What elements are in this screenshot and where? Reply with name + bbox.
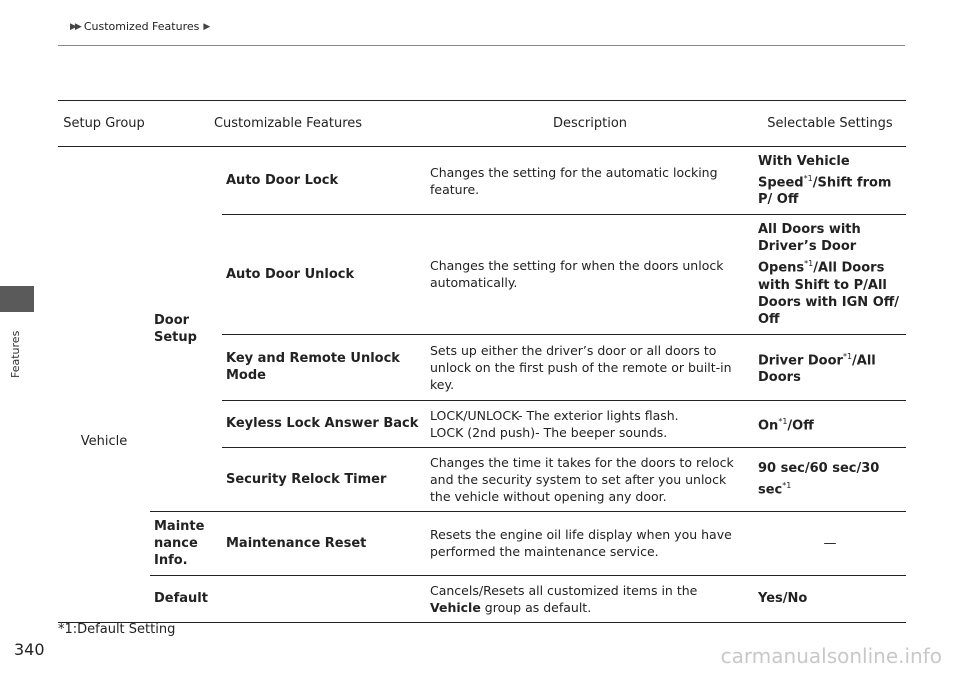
footnote: *1:Default Setting [58, 622, 176, 637]
feature-settings: With Vehicle Speed$^{*1}$/Shift from P/ Off [754, 147, 906, 215]
subgroup-door-setup: Door Setup [150, 147, 222, 512]
feature-settings: On$^{*1}$/Off [754, 400, 906, 447]
feature-description: Resets the engine oil life display when you have performed the maintenance service. [426, 511, 754, 575]
feature-name: Key and Remote Unlock Mode [222, 334, 426, 400]
arrow-icon: ▶ [203, 21, 211, 32]
feature-description: Changes the setting for the automatic locking feature. [426, 147, 754, 215]
feature-settings: Yes/No [754, 575, 906, 622]
double-arrow-icon: ▶▶ [70, 21, 80, 32]
header-rule [58, 45, 905, 46]
subgroup-default: Default [150, 575, 222, 622]
customized-features-table [58, 100, 906, 623]
feature-settings: All Doors with Driver’s Door Opens$^{*1}$/All Doors with Shift to P/All Doors with IGN Off/ Off [754, 215, 906, 334]
header-description: Description [426, 101, 754, 147]
feature-name: Auto Door Lock [222, 147, 426, 215]
page-number: 340 [14, 640, 45, 659]
header-setup-group: Setup Group [58, 101, 150, 147]
breadcrumb-label[interactable]: Customized Features [83, 20, 200, 33]
watermark: carmanualsonline.info [720, 644, 942, 668]
feature-description: Cancels/Resets all customized items in the Vehicle group as default. [426, 575, 754, 622]
table-row [58, 147, 906, 215]
feature-name: Auto Door Unlock [222, 215, 426, 334]
feature-name: Security Relock Timer [222, 447, 426, 511]
feature-name: Keyless Lock Answer Back [222, 400, 426, 447]
section-tab-marker [0, 286, 34, 312]
table-row [58, 511, 906, 575]
table-row [58, 575, 906, 622]
header-customizable-features: Customizable Features [150, 101, 426, 147]
section-label: Features [9, 330, 22, 378]
breadcrumb [70, 20, 210, 33]
feature-description: Changes the time it takes for the doors to relock and the security system to set after you unlock the vehicle without opening any door. [426, 447, 754, 511]
subgroup-maintenance-info: Mainte nance Info. [150, 511, 222, 575]
feature-name: Maintenance Reset [222, 511, 426, 575]
feature-description: Sets up either the driver’s door or all doors to unlock on the first push of the remote or built-in key. [426, 334, 754, 400]
feature-description: LOCK/UNLOCK- The exterior lights flash. LOCK (2nd push)- The beeper sounds. [426, 400, 754, 447]
feature-settings: — [754, 511, 906, 575]
feature-settings: Driver Door$^{*1}$/All Doors [754, 334, 906, 400]
feature-settings: 90 sec/60 sec/30 $\sec^{*1}$ [754, 447, 906, 511]
header-selectable-settings: Selectable Settings [754, 101, 906, 147]
group-vehicle: Vehicle [58, 147, 150, 623]
feature-name [222, 575, 426, 622]
feature-description: Changes the setting for when the doors unlock automatically. [426, 215, 754, 334]
